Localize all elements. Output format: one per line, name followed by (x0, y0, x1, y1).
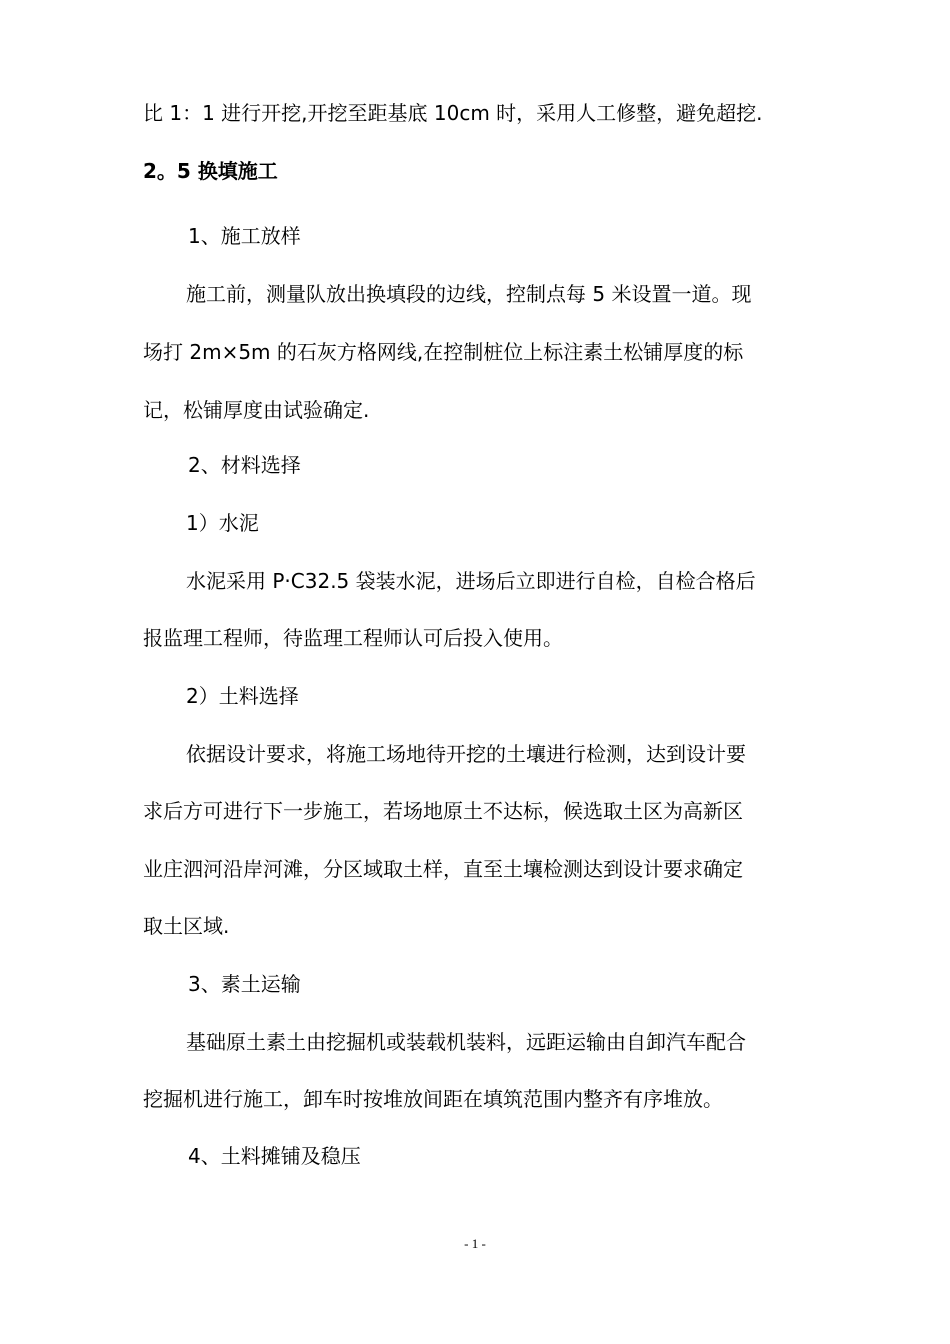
paragraph-line: 报监理工程师，待监理工程师认可后投入使用。 (143, 626, 563, 650)
text-line: 比 1：1 进行开挖,开挖至距基底 10cm 时，采用人工修整，避免超挖. (143, 101, 763, 125)
paragraph-line: 记，松铺厚度由试验确定. (143, 398, 370, 422)
paragraph-line: 基础原土素土由挖掘机或装载机装料，远距运输由自卸汽车配合 (186, 1030, 746, 1054)
paragraph-line: 场打 2m×5m 的石灰方格网线,在控制桩位上标注素土松铺厚度的标 (143, 340, 744, 364)
item-heading: 2）土料选择 (186, 684, 299, 708)
subsection-heading: 4、土料摊铺及稳压 (188, 1144, 361, 1168)
subsection-heading: 1、施工放样 (188, 224, 301, 248)
subsection-heading: 3、素土运输 (188, 972, 301, 996)
page-number: - 1 - (464, 1236, 486, 1251)
section-heading: 2。5 换填施工 (143, 159, 278, 183)
paragraph-line: 业庄泗河沿岸河滩，分区域取土样，直至土壤检测达到设计要求确定 (143, 857, 743, 881)
item-heading: 1）水泥 (186, 511, 259, 535)
paragraph-line: 施工前，测量队放出换填段的边线，控制点每 5 米设置一道。现 (186, 282, 752, 306)
paragraph-line: 求后方可进行下一步施工，若场地原土不达标，候选取土区为高新区 (143, 799, 743, 823)
paragraph-line: 依据设计要求，将施工场地待开挖的土壤进行检测，达到设计要 (186, 742, 746, 766)
paragraph-line: 水泥采用 P·C32.5 袋装水泥，进场后立即进行自检，自检合格后 (186, 569, 756, 593)
paragraph-line: 挖掘机进行施工，卸车时按堆放间距在填筑范围内整齐有序堆放。 (143, 1087, 723, 1111)
paragraph-line: 取土区域. (143, 914, 230, 938)
subsection-heading: 2、材料选择 (188, 453, 301, 477)
